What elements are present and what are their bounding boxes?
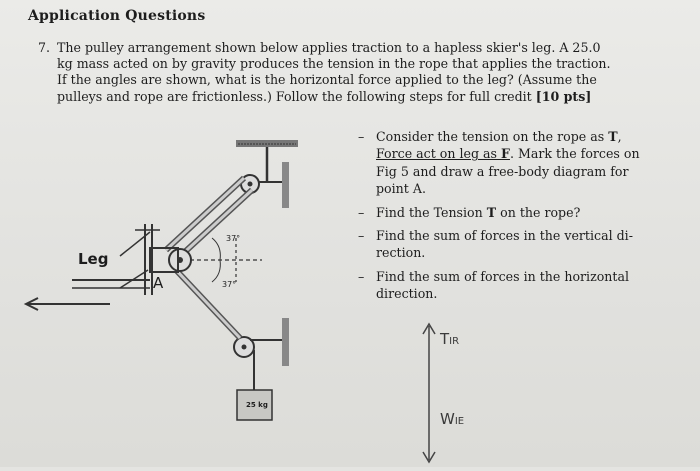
question-points: [10 pts] — [535, 88, 592, 104]
mass-label: 25 kg — [246, 401, 268, 409]
weight-letter: W — [440, 410, 455, 428]
step-4 — [358, 268, 678, 303]
question-text-1: The pulley arrangement shown below applies traction to a hapless skier's leg. A 25.0 — [57, 40, 601, 55]
tension-handwritten-label — [440, 330, 459, 348]
angle-bottom-label: 37° — [222, 280, 237, 289]
question-number: 7. — [38, 40, 51, 55]
question-line-1 — [38, 40, 666, 56]
step-3-text-1: Find the sum of forces in the vertical di- — [376, 228, 633, 244]
step-4-text-2: direction. — [376, 286, 438, 302]
reference-lines — [190, 238, 262, 282]
step-2-line — [376, 204, 678, 221]
step-1-F: F — [501, 146, 510, 162]
step-2-T: T — [486, 204, 497, 220]
step-1-line-1 — [376, 128, 678, 145]
step-3 — [358, 227, 678, 262]
section-title: Application Questions — [28, 8, 206, 24]
question-text-4: pulleys and rope are frictionless.) Follow the following steps for full credit — [57, 88, 536, 104]
step-2 — [358, 204, 678, 221]
step-2-pre: Find the Tension — [376, 204, 487, 220]
point-a-label: A — [153, 274, 164, 292]
step-1-text-2-a: Force act on leg as — [376, 146, 502, 162]
tension-letter: T — [440, 330, 450, 348]
question-7 — [38, 40, 666, 105]
step-4-text-1: Find the sum of forces in the horizontal — [376, 268, 630, 284]
angle-arc-bottom — [212, 260, 220, 282]
step-1-text-4: point A. — [376, 181, 426, 197]
force-arrow-left — [26, 298, 110, 310]
question-line-4 — [38, 89, 666, 105]
step-1-T: T — [608, 129, 618, 144]
step-dash: – — [358, 204, 365, 220]
pulley-diagram-svg — [0, 120, 345, 467]
tension-subscript: IR — [449, 336, 460, 347]
pulley-A — [169, 249, 191, 271]
step-2-post: on the rope? — [496, 204, 581, 220]
leg-label: Leg — [78, 250, 109, 268]
step-3-text-2: rection. — [376, 245, 426, 261]
question-text-2: kg mass acted on by gravity produces the tension in the rope that applies the traction. — [57, 56, 611, 72]
step-1-F-suffix: . Mark the forces on — [509, 146, 640, 162]
weight-subscript: IE — [454, 416, 465, 427]
step-1-text-2 — [376, 146, 510, 161]
step-dash: – — [358, 228, 365, 244]
step-1 — [358, 128, 678, 198]
lower-pulley — [234, 318, 289, 366]
question-text-3: If the angles are shown, what is the horizontal force applied to the leg? (Assume the — [57, 72, 597, 88]
step-1-text-3: Fig 5 and draw a free-body diagram for — [376, 163, 629, 179]
step-1-text-1: Consider the tension on the rope as — [376, 129, 609, 144]
step-1-line-2 — [376, 145, 678, 162]
pulley-figure — [0, 120, 345, 467]
weight-handwritten-label — [440, 410, 464, 428]
step-1-T-suffix: , — [617, 129, 622, 144]
step-dash: – — [358, 268, 365, 284]
right-wall-upper — [276, 162, 289, 208]
upper-pulley — [241, 175, 282, 193]
step-dash: – — [358, 129, 365, 144]
angle-top-label: 37° — [226, 234, 241, 243]
angle-arc-top — [212, 238, 220, 260]
steps-list — [358, 128, 678, 305]
